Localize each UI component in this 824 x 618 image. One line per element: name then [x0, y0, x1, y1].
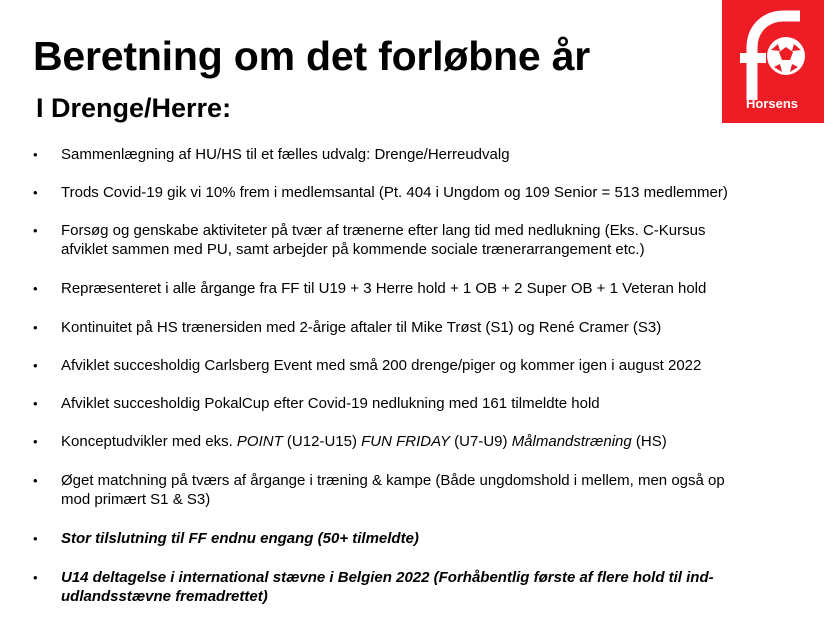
bullet-text: Stor tilslutning til FF endnu engang (50+ tilmeldte) [61, 530, 419, 547]
concept-goalkeeper-training: Målmandstræning [511, 433, 632, 450]
bullet-icon: • [33, 434, 38, 449]
bullet-text [61, 568, 781, 606]
bullet-text-line: udlandsstævne fremadrettet) [61, 588, 268, 605]
bullet-text: Afviklet succesholdig PokalCup efter Covid-19 nedlukning med 161 tilmeldte hold [61, 395, 600, 412]
bullet-text [61, 432, 781, 451]
bullet-icon: • [33, 396, 38, 411]
concept-point: POINT [236, 433, 283, 450]
bullet-icon: • [33, 531, 38, 546]
bullet-icon: • [33, 147, 38, 162]
bullet-text-part: (HS) [631, 433, 667, 450]
bullet-text-line: mod primært S1 & S3) [61, 491, 211, 508]
concept-fun-friday: FUN FRIDAY [361, 433, 451, 450]
bullet-text [61, 221, 781, 259]
bullet-text-line: Øget matchning på tværs af årgange i træning & kampe (Både ungdomshold i mellem, men også op [61, 472, 725, 489]
slide-title: Beretning om det forløbne år [33, 33, 591, 79]
bullet-text-part: (U7-U9) [450, 433, 512, 450]
bullet-text: Afviklet succesholdig Carlsberg Event med små 200 drenge/piger og kommer igen i august 2022 [61, 357, 702, 374]
bullet-text-line: afviklet sammen med PU, samt arbejder på kommende sociale trænerarrangement etc.) [61, 241, 645, 258]
bullet-text-line: Forsøg og genskabe aktiviteter på tvær af trænerne efter lang tid med nedlukning (Eks. C-Kursus [61, 222, 706, 239]
bullet-icon: • [33, 358, 38, 373]
club-logo-graphic [722, 0, 824, 123]
bullet-icon: • [33, 223, 38, 238]
bullet-text: Repræsenteret i alle årgange fra FF til U19 + 3 Herre hold + 1 OB + 2 Super OB + 1 Veteran hold [61, 280, 707, 297]
bullet-icon: • [33, 570, 38, 585]
bullet-icon: • [33, 281, 38, 296]
slide-subtitle: I Drenge/Herre: [36, 93, 232, 123]
bullet-text-part: (U12-U15) [282, 433, 362, 450]
bullet-text [61, 471, 781, 509]
bullet-icon: • [33, 320, 38, 335]
bullet-text-line: U14 deltagelse i international stævne i Belgien 2022 (Forhåbentlig første af flere hold til ind- [61, 569, 714, 586]
logo-text: Horsens [745, 96, 799, 111]
bullet-text: Trods Covid-19 gik vi 10% frem i medlemsantal (Pt. 404 i Ungdom og 109 Senior = 513 medlemmer) [61, 184, 728, 201]
bullet-text-part: Konceptudvikler med eks. [61, 433, 237, 450]
bullet-icon: • [33, 185, 38, 200]
bullet-text: Kontinuitet på HS trænersiden med 2-årige aftaler til Mike Trøst (S1) og René Cramer (S3) [61, 319, 662, 336]
club-logo [722, 0, 824, 123]
bullet-icon: • [33, 473, 38, 488]
bullet-text: Sammenlægning af HU/HS til et fælles udvalg: Drenge/Herreudvalg [61, 146, 510, 163]
